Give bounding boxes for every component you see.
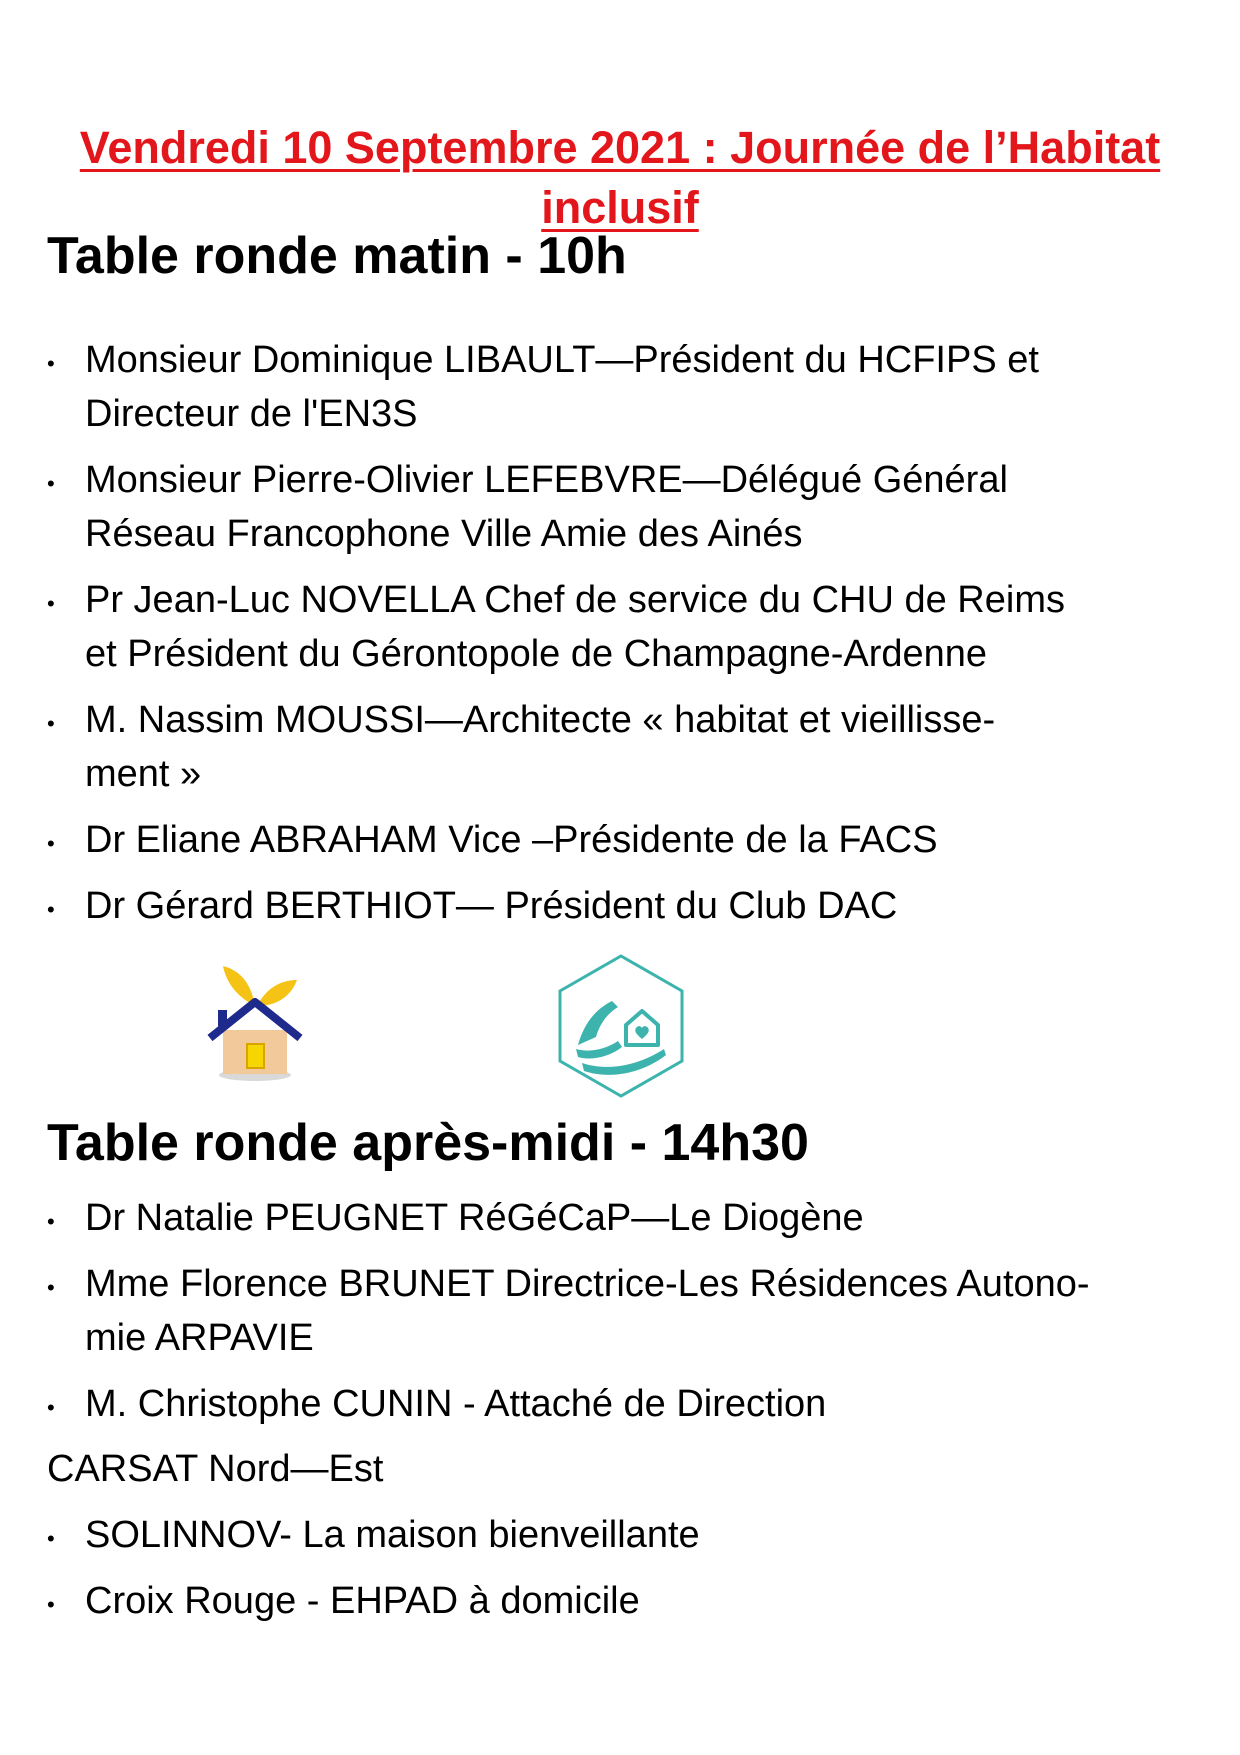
afternoon-heading: Table ronde après-midi - 14h30 xyxy=(47,1114,809,1172)
list-item: • M. Christophe CUNIN - Attaché de Direction xyxy=(47,1377,1212,1431)
list-item: • Monsieur Pierre-Olivier LEFEBVRE—Délégué Général Réseau Francophone Ville Amie des Ainés xyxy=(47,453,1212,561)
event-title xyxy=(40,118,1200,238)
carsat-line: CARSAT Nord—Est xyxy=(47,1448,384,1490)
event-title-line2: inclusif xyxy=(541,182,699,233)
list-item: • Pr Jean-Luc NOVELLA Chef de service du CHU de Reims et Président du Gérontopole de Champagne-Ardenne xyxy=(47,573,1212,681)
list-item: • SOLINNOV- La maison bienveillante xyxy=(47,1508,1212,1562)
list-item: • Croix Rouge - EHPAD à domicile xyxy=(47,1574,1212,1628)
list-item: • Monsieur Dominique LIBAULT—Président du HCFIPS et Directeur de l'EN3S xyxy=(47,333,1212,441)
list-item: • M. Nassim MOUSSI—Architecte « habitat et vieillisse- ment » xyxy=(47,693,1212,801)
afternoon-partner-list xyxy=(47,1508,1212,1628)
house-sprout-icon xyxy=(205,958,305,1083)
morning-heading: Table ronde matin - 10h xyxy=(47,227,627,285)
list-item: • Dr Natalie PEUGNET RéGéCaP—Le Diogène xyxy=(47,1191,1212,1245)
list-item: • Dr Eliane ABRAHAM Vice –Présidente de la FACS xyxy=(47,813,1212,867)
afternoon-speaker-list xyxy=(47,1191,1212,1431)
morning-speaker-list xyxy=(47,333,1212,933)
hands-house-hexagon-icon xyxy=(556,953,686,1099)
event-title-line1: Vendredi 10 Septembre 2021 : Journée de l’Habitat xyxy=(79,122,1161,173)
list-item: • Dr Gérard BERTHIOT— Président du Club DAC xyxy=(47,879,1212,933)
list-item: • Mme Florence BRUNET Directrice-Les Résidences Autono- mie ARPAVIE xyxy=(47,1257,1212,1365)
